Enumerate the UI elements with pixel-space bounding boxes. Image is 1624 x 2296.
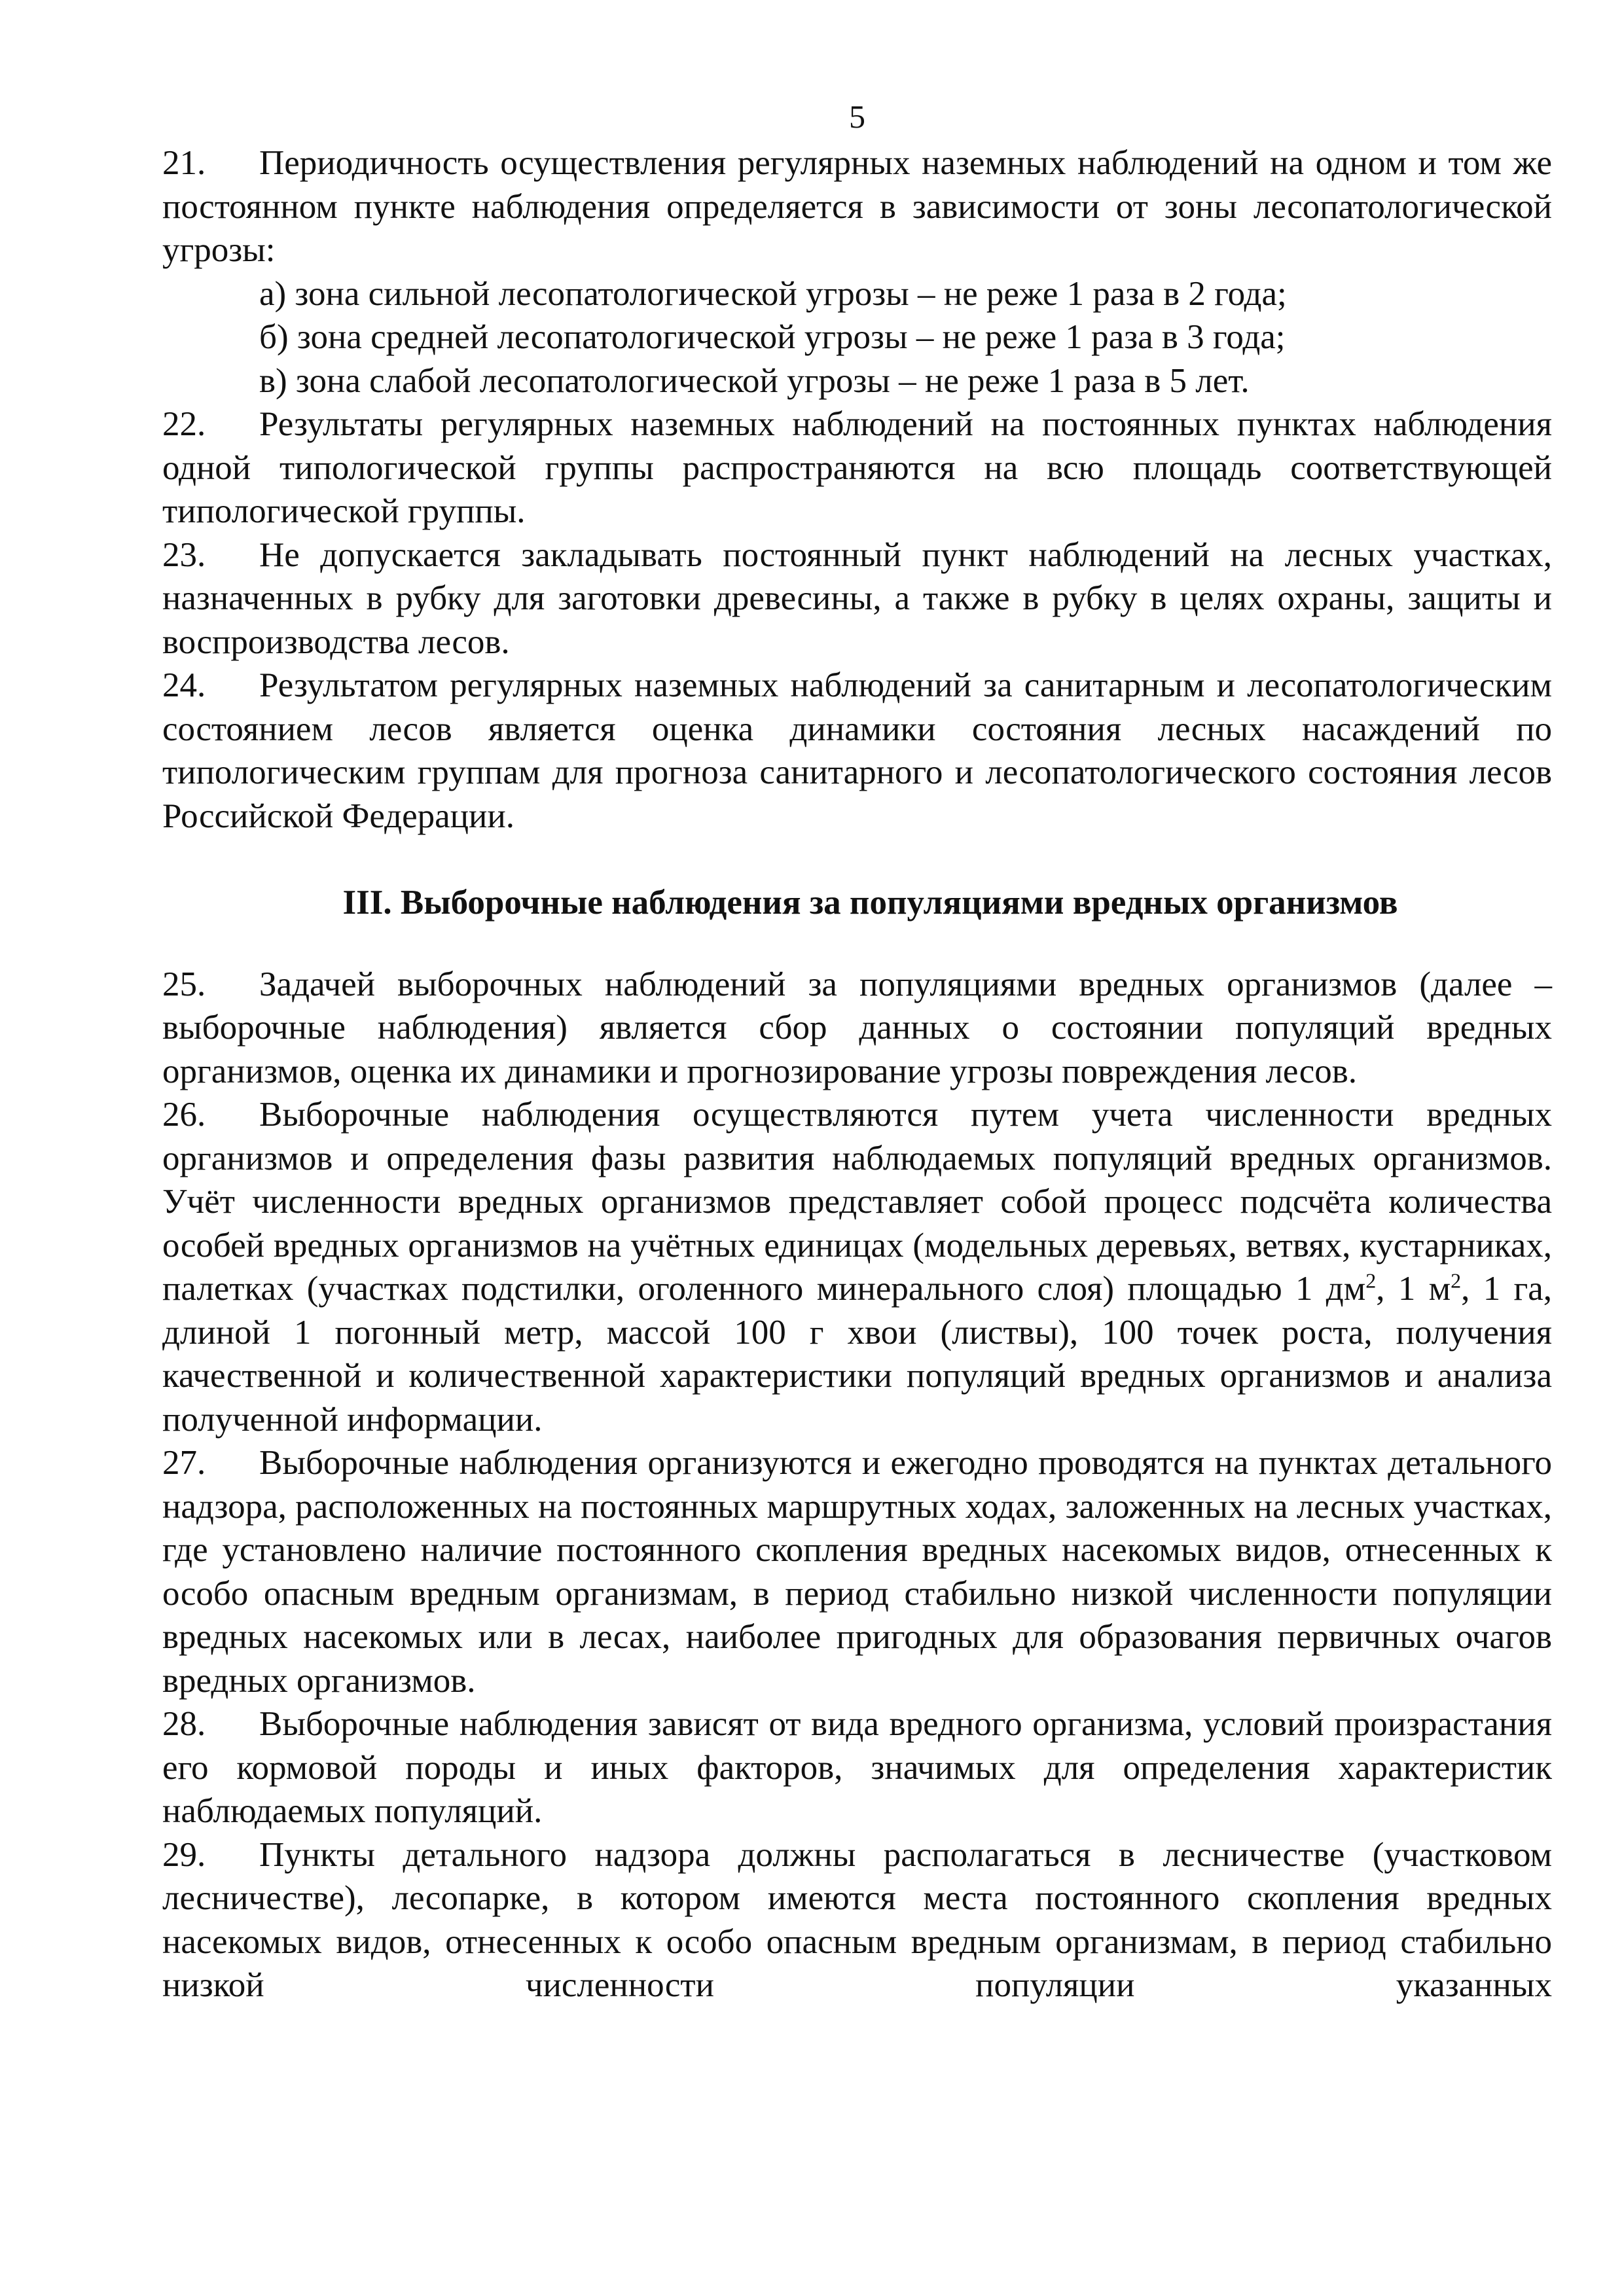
paragraph-number: 26.	[162, 1096, 206, 1134]
paragraph-27	[162, 1441, 1552, 1702]
paragraph-number: 24.	[162, 666, 206, 704]
page-number: 5	[849, 98, 865, 135]
paragraph-number: 22.	[162, 405, 206, 443]
paragraph-number: 27.	[162, 1444, 206, 1482]
paragraph-text: Результатом регулярных наземных наблюдений за санитарным и лесопатологическим состоянием лесов является оценка динамики состояния лесных насаждений по типологическим группам для прогноза санитарного и лесопатологического состояния лесов Российской Федерации.	[162, 666, 1552, 835]
paragraph-text: , 1 га, длиной 1 погонный метр, массой 100 г хвои (листвы), 100 точек роста, получения качественной и количественной характеристики популяций вредных организмов и анализа полученной информации.	[162, 1270, 1553, 1439]
paragraph-24	[162, 664, 1552, 838]
paragraph-26	[162, 1093, 1552, 1441]
paragraph-text: Не допускается закладывать постоянный пункт наблюдений на лесных участках, назначенных в рубку для заготовки древесины, а также в рубку в целях охраны, защиты и воспроизводства лесов.	[162, 535, 1552, 661]
paragraph-text: Выборочные наблюдения осуществляются путем учета численности вредных организмов и определения фазы развития наблюдаемых популяций вредных организмов. Учёт численности вредных организмов представляет собой процесс подсчёта количества особей вредных организмов на учётных единицах (модельных деревьях, ветвях, кустарниках, палетках (участках подстилки, оголенного минерального слоя) площадью 1 дм	[162, 1096, 1552, 1308]
paragraph-text: Периодичность осуществления регулярных наземных наблюдений на одном и том же постоянном пункте наблюдения определяется в зависимости от зоны лесопатологической угрозы:	[162, 144, 1552, 269]
paragraph-23	[162, 533, 1552, 664]
list-item-b: б) зона средней лесопатологической угрозы – не реже 1 раза в 3 года;	[259, 318, 1286, 356]
paragraph-number: 21.	[162, 144, 206, 182]
paragraph-number: 25.	[162, 965, 206, 1003]
paragraph-number: 23.	[162, 535, 206, 574]
section-heading: III. Выборочные наблюдения за популяциями вредных организмов	[342, 884, 1398, 922]
paragraph-number: 29.	[162, 1835, 206, 1874]
list-item-a: а) зона сильной лесопатологической угрозы – не реже 1 раза в 2 года;	[259, 274, 1287, 313]
paragraph-text: Выборочные наблюдения организуются и ежегодно проводятся на пунктах детального надзора, расположенных на постоянных маршрутных ходах, заложенных на лесных участках, где установлено наличие постоянного скопления вредных насекомых видов, отнесенных к особо опасным вредным организмам, в период стабильно низкой численности популяции вредных насекомых или в лесах, наиболее пригодных для образования первичных очагов вредных организмов.	[162, 1444, 1552, 1700]
paragraph-text: Пункты детального надзора должны располагаться в лесничестве (участковом лесничестве), лесопарке, в котором имеются места постоянного скопления вредных насекомых видов, отнесенных к особо опасным вредным организмам, в период стабильно низкой численности популяции указанных	[162, 1835, 1552, 2004]
superscript: 2	[1365, 1268, 1377, 1293]
paragraph-text: Результаты регулярных наземных наблюдений на постоянных пунктах наблюдения одной типологической группы распространяются на всю площадь соответствующей типологической группы.	[162, 405, 1552, 530]
paragraph-21	[162, 141, 1552, 272]
paragraph-text: Задачей выборочных наблюдений за популяциями вредных организмов (далее – выборочные наблюдения) является сбор данных о состоянии популяций вредных организмов, оценка их динамики и прогнозирование угрозы повреждения лесов.	[162, 965, 1552, 1090]
paragraph-29	[162, 1833, 1552, 2007]
paragraph-text: , 1 м	[1376, 1270, 1451, 1308]
paragraph-text: Выборочные наблюдения зависят от вида вредного организма, условий произрастания его кормовой породы и иных факторов, значимых для определения характеристик наблюдаемых популяций.	[162, 1705, 1552, 1830]
superscript: 2	[1451, 1268, 1462, 1293]
paragraph-25	[162, 963, 1552, 1094]
list-item-c: в) зона слабой лесопатологической угрозы – не реже 1 раза в 5 лет.	[259, 361, 1250, 400]
paragraph-number: 28.	[162, 1705, 206, 1743]
paragraph-28	[162, 1702, 1552, 1833]
paragraph-22	[162, 403, 1552, 533]
